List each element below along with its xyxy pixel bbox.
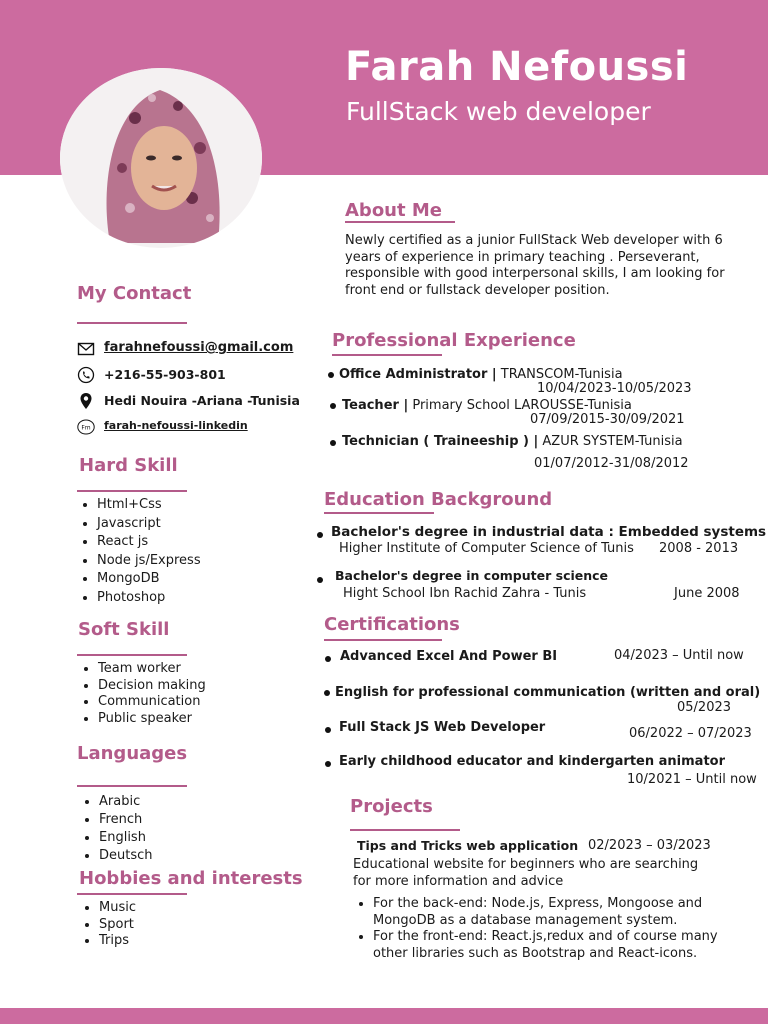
list-item: • Node js/Express xyxy=(97,552,201,571)
experience-divider xyxy=(332,354,442,356)
experience-heading: Professional Experience xyxy=(332,330,576,351)
bullet-icon xyxy=(330,440,336,446)
experience-item: Office Administrator | TRANSCOM-Tunisia xyxy=(339,367,623,382)
project-dates: 02/2023 – 03/2023 xyxy=(588,838,711,853)
hard-skill-divider xyxy=(77,490,187,492)
experience-item: Technician ( Traineeship ) | AZUR SYSTEM-Tunisia xyxy=(342,434,683,449)
certification-dates: 05/2023 xyxy=(677,700,732,715)
certifications-divider xyxy=(324,639,442,641)
list-item: • For the front-end: React.js,redux and of course many other libraries such as Bootstrap and React-icons. xyxy=(373,929,728,962)
list-item: • Javascript xyxy=(97,515,201,534)
list-item: • Public speaker xyxy=(98,711,206,728)
languages-heading: Languages xyxy=(77,743,188,764)
list-item: • English xyxy=(99,829,153,847)
list-item: • Music xyxy=(99,900,136,917)
email-link[interactable]: farahnefoussi@gmail.com xyxy=(104,340,294,355)
linkedin-icon-text: Fm xyxy=(81,424,91,432)
education-dates: 2008 - 2013 xyxy=(659,541,739,556)
certification-title: Full Stack JS Web Developer xyxy=(339,720,546,735)
phone-number: +216-55-903-801 xyxy=(104,367,226,382)
role-subtitle: FullStack web developer xyxy=(346,97,651,126)
hobbies-divider xyxy=(77,893,187,895)
hard-skill-heading: Hard Skill xyxy=(79,455,178,476)
bullet-icon xyxy=(317,532,323,538)
certification-title: Advanced Excel And Power BI xyxy=(340,649,558,664)
certification-dates: 10/2021 – Until now xyxy=(627,772,757,787)
education-dates: June 2008 xyxy=(674,586,740,601)
list-item: • Communication xyxy=(98,694,206,711)
phone-icon xyxy=(77,366,95,384)
bullet-icon xyxy=(317,577,323,583)
languages-list xyxy=(79,793,153,865)
bullet-icon xyxy=(325,761,331,767)
list-item: • Html+Css xyxy=(97,496,201,515)
list-item: • Photoshop xyxy=(97,589,201,608)
hard-skill-list xyxy=(77,496,201,607)
list-item: • For the back-end: Node.js, Express, Mongoose and MongoDB as a database management system. xyxy=(373,896,728,929)
name-title: Farah Nefoussi xyxy=(345,44,689,90)
education-school: Hight School Ibn Rachid Zahra - Tunis xyxy=(343,586,587,601)
certification-title: English for professional communication (written and oral) xyxy=(335,685,761,700)
languages-divider xyxy=(77,785,187,787)
experience-item: Teacher | Primary School LAROUSSE-Tunisia xyxy=(342,398,632,413)
contact-divider xyxy=(77,322,187,324)
education-school: Higher Institute of Computer Science of Tunis xyxy=(339,541,634,556)
project-bullets xyxy=(353,896,728,962)
projects-heading: Projects xyxy=(350,796,433,817)
list-item: • Team worker xyxy=(98,661,206,678)
soft-skill-divider xyxy=(77,654,187,656)
about-text: Newly certified as a junior FullStack Web developer with 6 years of experience in primary teaching . Perseverant, responsible with good interpersonal skills, I am looking for front end or fullstack developer position. xyxy=(345,233,725,298)
certifications-heading: Certifications xyxy=(324,614,460,635)
contact-heading: My Contact xyxy=(77,283,192,304)
linkedin-link[interactable]: farah-nefoussi-linkedin xyxy=(104,419,248,432)
certification-dates: 04/2023 – Until now xyxy=(614,648,744,663)
certification-dates: 06/2022 – 07/2023 xyxy=(629,726,752,741)
experience-dates: 10/04/2023-10/05/2023 xyxy=(537,381,692,396)
address: Hedi Nouira -Ariana -Tunisia xyxy=(104,393,300,408)
bullet-icon xyxy=(325,727,331,733)
experience-dates: 01/07/2012-31/08/2012 xyxy=(534,456,689,471)
soft-skill-list xyxy=(78,661,206,727)
linkedin-icon xyxy=(77,418,95,436)
list-item: • Arabic xyxy=(99,793,153,811)
list-item: • React js xyxy=(97,533,201,552)
project-description: Educational website for beginners who are searching for more information and advice xyxy=(353,857,699,889)
education-divider xyxy=(324,512,434,514)
certification-title: Early childhood educator and kindergarten animator xyxy=(339,754,725,769)
about-heading: About Me xyxy=(345,200,442,221)
about-divider xyxy=(345,221,455,223)
email-icon xyxy=(77,340,95,358)
list-item: • Trips xyxy=(99,933,136,950)
project-title: Tips and Tricks web application xyxy=(357,838,579,853)
footer-band xyxy=(0,1008,768,1024)
education-degree: Bachelor's degree in computer science xyxy=(335,568,609,583)
projects-divider xyxy=(350,829,460,831)
list-item: • Sport xyxy=(99,917,136,934)
bullet-icon xyxy=(324,690,330,696)
experience-dates: 07/09/2015-30/09/2021 xyxy=(530,412,685,427)
profile-photo xyxy=(60,68,262,248)
bullet-icon xyxy=(330,403,336,409)
soft-skill-heading: Soft Skill xyxy=(78,619,170,640)
list-item: • Decision making xyxy=(98,678,206,695)
list-item: • Deutsch xyxy=(99,847,153,865)
list-item: • French xyxy=(99,811,153,829)
education-degree: Bachelor's degree in industrial data : Embedded systems xyxy=(331,524,767,540)
bullet-icon xyxy=(328,372,334,378)
hobbies-list xyxy=(79,900,136,950)
education-heading: Education Background xyxy=(324,489,553,510)
list-item: • MongoDB xyxy=(97,570,201,589)
hobbies-heading: Hobbies and interests xyxy=(79,868,303,889)
location-pin-icon xyxy=(77,392,95,410)
bullet-icon xyxy=(325,656,331,662)
